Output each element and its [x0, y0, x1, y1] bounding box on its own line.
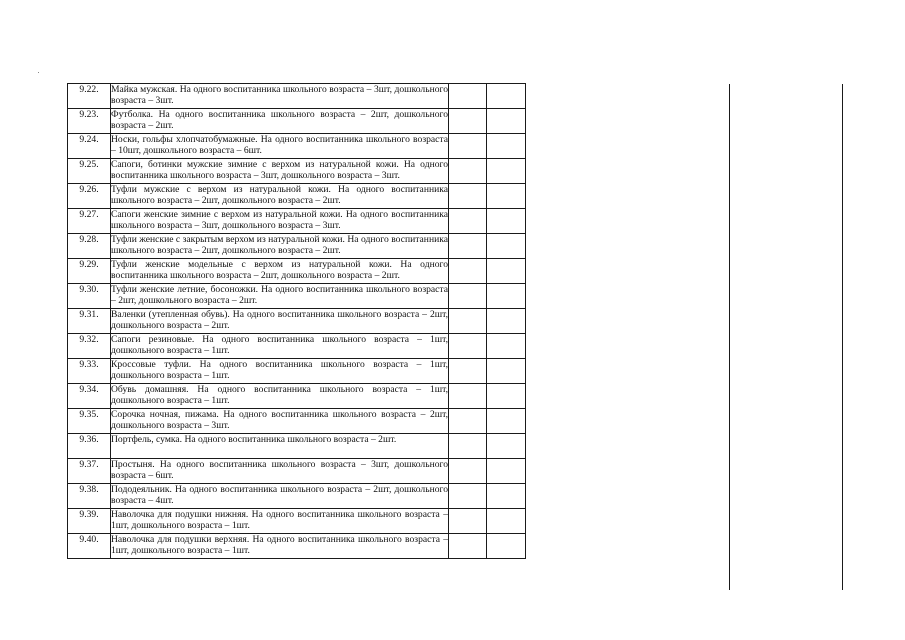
empty-cell [487, 259, 526, 284]
row-number: 9.27. [68, 209, 111, 234]
empty-cell [487, 384, 526, 409]
table-row [68, 459, 526, 484]
empty-cell [449, 359, 487, 384]
empty-cell [449, 434, 487, 459]
empty-cell [449, 334, 487, 359]
empty-cell [449, 484, 487, 509]
row-description: Майка мужская. На одного воспитанника школьного возраста – 3шт, дошкольного возраста – 3шт. [111, 84, 449, 109]
row-number: 9.23. [68, 109, 111, 134]
row-number: 9.29. [68, 259, 111, 284]
empty-cell [449, 134, 487, 159]
row-number: 9.40. [68, 534, 111, 559]
empty-cell [449, 159, 487, 184]
row-number: 9.38. [68, 484, 111, 509]
table-row [68, 384, 526, 409]
row-description: Туфли женские с закрытым верхом из натуральной кожи. На одного воспитанника школьного возраста – 2шт, дошкольного возраста – 2шт. [111, 234, 449, 259]
row-number: 9.36. [68, 434, 111, 459]
table-row [68, 234, 526, 259]
row-number: 9.30. [68, 284, 111, 309]
empty-cell [487, 459, 526, 484]
empty-cell [487, 184, 526, 209]
table-row [68, 209, 526, 234]
empty-cell [487, 209, 526, 234]
row-number: 9.28. [68, 234, 111, 259]
row-description: Носки, гольфы хлопчатобумажные. На одного воспитанника школьного возраста – 10шт, дошкольного возраста – 6шт. [111, 134, 449, 159]
empty-cell [449, 259, 487, 284]
row-description: Сапоги, ботинки мужские зимние с верхом из натуральной кожи. На одного воспитанника школьного возраста – 3шт, дошкольного возраста – 3шт. [111, 159, 449, 184]
table-row [68, 434, 526, 459]
row-number: 9.32. [68, 334, 111, 359]
empty-cell [487, 484, 526, 509]
row-number: 9.31. [68, 309, 111, 334]
row-number: 9.37. [68, 459, 111, 484]
table-row [68, 84, 526, 109]
empty-cell [449, 84, 487, 109]
row-number: 9.22. [68, 84, 111, 109]
row-number: 9.33. [68, 359, 111, 384]
scan-speck [38, 72, 39, 73]
right-margin-line-left [729, 84, 730, 590]
items-table [67, 83, 526, 559]
row-description: Сапоги резиновые. На одного воспитанника школьного возраста – 1шт, дошкольного возраста – 1шт. [111, 334, 449, 359]
empty-cell [449, 284, 487, 309]
row-description: Наволочка для подушки нижняя. На одного воспитанника школьного возраста – 1шт, дошкольного возраста – 1шт. [111, 509, 449, 534]
row-description: Валенки (утепленная обувь). На одного воспитанника школьного возраста – 2шт, дошкольного возраста – 2шт. [111, 309, 449, 334]
empty-cell [487, 334, 526, 359]
row-number: 9.25. [68, 159, 111, 184]
row-description: Наволочка для подушки верхняя. На одного воспитанника школьного возраста – 1шт, дошкольного возраста – 1шт. [111, 534, 449, 559]
empty-cell [487, 84, 526, 109]
table-row [68, 409, 526, 434]
row-description: Портфель, сумка. На одного воспитанника школьного возраста – 2шт. [111, 434, 449, 459]
row-description: Обувь домашняя. На одного воспитанника школьного возраста – 1шт, дошкольного возраста – 1шт. [111, 384, 449, 409]
row-description: Простыня. На одного воспитанника школьного возраста – 3шт, дошкольного возраста – 6шт. [111, 459, 449, 484]
row-number: 9.34. [68, 384, 111, 409]
empty-cell [449, 209, 487, 234]
empty-cell [487, 359, 526, 384]
row-description: Футболка. На одного воспитанника школьного возраста – 2шт, дошкольного возраста – 2шт. [111, 109, 449, 134]
row-description: Сапоги женские зимние с верхом из натуральной кожи. На одного воспитанника школьного возраста – 3шт, дошкольного возраста – 3шт. [111, 209, 449, 234]
row-description: Сорочка ночная, пижама. На одного воспитанника школьного возраста – 2шт, дошкольного возраста – 3шт. [111, 409, 449, 434]
row-description: Туфли мужские с верхом из натуральной кожи. На одного воспитанника школьного возраста – 2шт, дошкольного возраста – 2шт. [111, 184, 449, 209]
items-table-body [68, 84, 526, 559]
empty-cell [449, 509, 487, 534]
empty-cell [449, 384, 487, 409]
row-description: Туфли женские летние, босоножки. На одного воспитанника школьного возраста – 2шт, дошкольного возраста – 2шт. [111, 284, 449, 309]
empty-cell [487, 409, 526, 434]
empty-cell [449, 184, 487, 209]
row-number: 9.24. [68, 134, 111, 159]
empty-cell [487, 159, 526, 184]
empty-cell [487, 134, 526, 159]
row-description: Туфли женские модельные с верхом из натуральной кожи. На одного воспитанника школьного возраста – 2шт, дошкольного возраста – 2шт. [111, 259, 449, 284]
row-number: 9.26. [68, 184, 111, 209]
table-row [68, 109, 526, 134]
table-row [68, 259, 526, 284]
table-row [68, 534, 526, 559]
table-row [68, 309, 526, 334]
table-row [68, 509, 526, 534]
table-row [68, 484, 526, 509]
right-margin-line-right [842, 84, 843, 590]
table-row [68, 184, 526, 209]
empty-cell [487, 284, 526, 309]
empty-cell [449, 309, 487, 334]
table-row [68, 134, 526, 159]
row-number: 9.39. [68, 509, 111, 534]
row-description: Кроссовые туфли. На одного воспитанника школьного возраста – 1шт, дошкольного возраста – 1шт. [111, 359, 449, 384]
empty-cell [487, 534, 526, 559]
empty-cell [487, 309, 526, 334]
table-row [68, 159, 526, 184]
empty-cell [449, 234, 487, 259]
table-row [68, 359, 526, 384]
empty-cell [487, 509, 526, 534]
empty-cell [449, 109, 487, 134]
table-row [68, 334, 526, 359]
empty-cell [487, 234, 526, 259]
empty-cell [487, 109, 526, 134]
table-row [68, 284, 526, 309]
empty-cell [487, 434, 526, 459]
row-number: 9.35. [68, 409, 111, 434]
empty-cell [449, 459, 487, 484]
empty-cell [449, 409, 487, 434]
row-description: Пододеяльник. На одного воспитанника школьного возраста – 2шт, дошкольного возраста – 4шт. [111, 484, 449, 509]
empty-cell [449, 534, 487, 559]
